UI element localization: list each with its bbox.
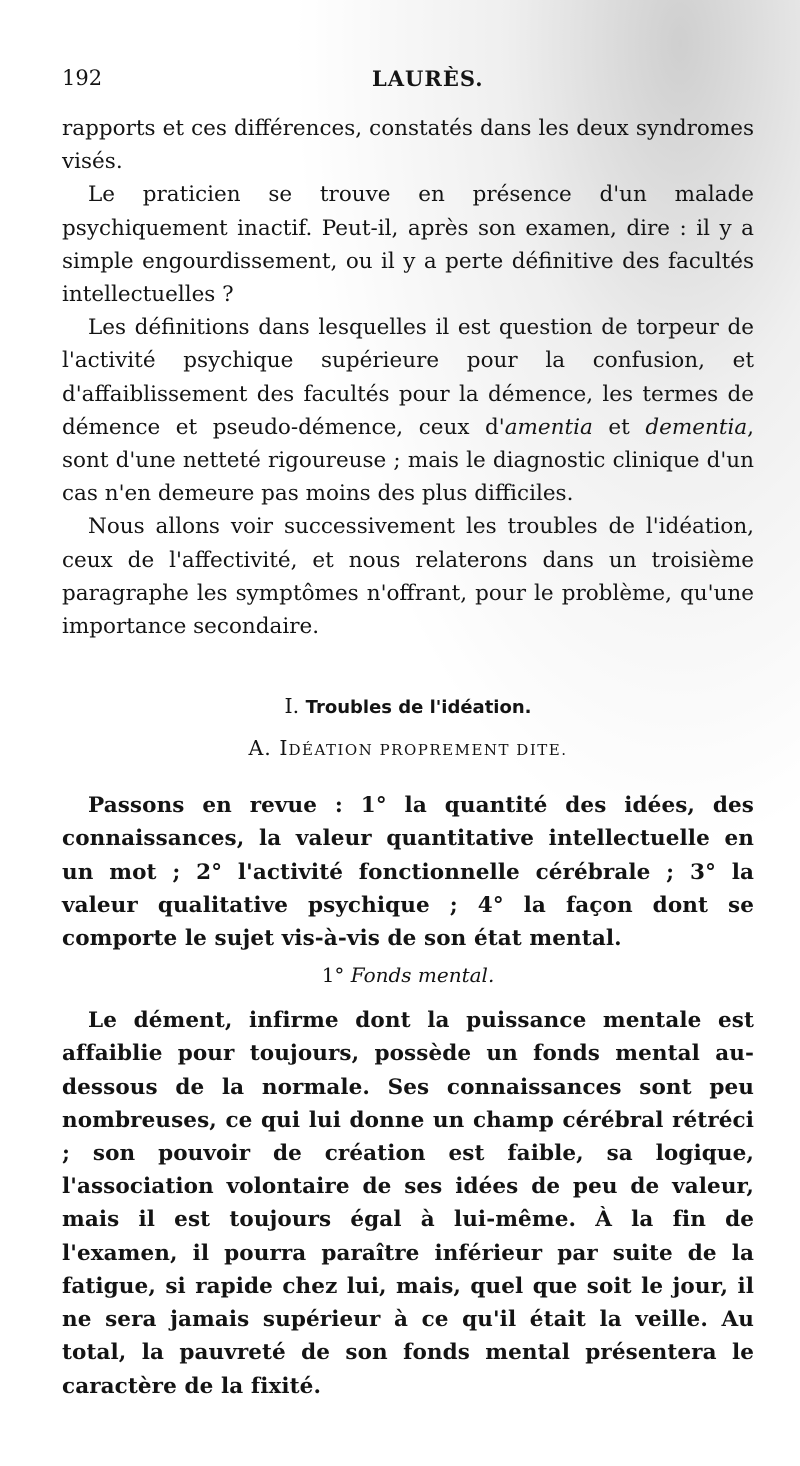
subheading <box>62 959 754 992</box>
page-body <box>62 112 754 1403</box>
subheading-title: Fonds mental. <box>350 963 495 988</box>
subsection-letter: A. <box>248 736 272 761</box>
paragraph-3-part-b: et <box>592 414 646 440</box>
section-heading <box>62 690 754 724</box>
term-amentia: amentia <box>504 414 593 440</box>
subheading-number: 1° <box>321 963 345 988</box>
paragraph-4: Nous allons voir successivement les troubles de l'idéation, ceux de l'affectivité, et nous relaterons dans un troisième paragraphe les symptômes n'offrant, pour le problème, qu'une importance secondaire. <box>62 514 754 640</box>
paragraph-5: Passons en revue : 1° la quantité des idées, des connaissances, la valeur quantitative intellectuelle en un mot ; 2° l'activité fonctionnelle cérébrale ; 3° la valeur qualitative psychique ; 4° la façon dont se comporte le sujet vis-à-vis de son état mental. <box>62 793 754 952</box>
paragraph-1: rapports et ces différences, constatés dans les deux syndromes visés. <box>62 116 754 175</box>
paragraph-3-part-a: Les définitions dans lesquelles il est question de torpeur de l'activité psychique supérieure pour la confusion, et d'affaiblissement des facultés pour la démence, les termes de démence et pseudo-démence, ceux d' <box>62 315 754 440</box>
page-number: 192 <box>62 66 103 90</box>
paragraph-3-part-c: , sont d'une netteté rigoureuse ; mais le diagnostic clinique d'un cas n'en demeure pas moins des plus difficiles. <box>62 414 754 507</box>
term-dementia: dementia <box>645 414 748 440</box>
running-title: LAURÈS. <box>372 66 484 91</box>
section-number: I. <box>284 694 300 719</box>
paragraph-3 <box>62 311 754 510</box>
paragraph-2: Le praticien se trouve en présence d'un malade psychiquement inactif. Peut-il, après son examen, dire : il y a simple engourdissement, ou il y a perte définitive des facultés intellectuelles ? <box>62 182 754 308</box>
section-title: Troubles de l'idéation. <box>305 697 532 719</box>
subsection-heading <box>62 732 754 767</box>
page-header <box>62 66 742 100</box>
paragraph-6: Le dément, infirme dont la puissance mentale est affaiblie pour toujours, possède un fonds mental au-dessous de la normale. Ses connaissances sont peu nombreuses, ce qui lui donne un champ cérébral rétréci ; son pouvoir de création est faible, sa logique, l'association volontaire de ses idées de peu de valeur, mais il est toujours égal à lui-même. À la fin de l'examen, il pourra paraître inférieur par suite de la fatigue, si rapide chez lui, mais, quel que soit le jour, il ne sera jamais supérieur à ce qu'il était la veille. Au total, la pauvreté de son fonds mental présentera le caractère de la fixité. <box>62 1008 754 1399</box>
subsection-initial: I <box>279 736 289 761</box>
subsection-title: DÉATION PROPREMENT DITE. <box>288 741 568 760</box>
